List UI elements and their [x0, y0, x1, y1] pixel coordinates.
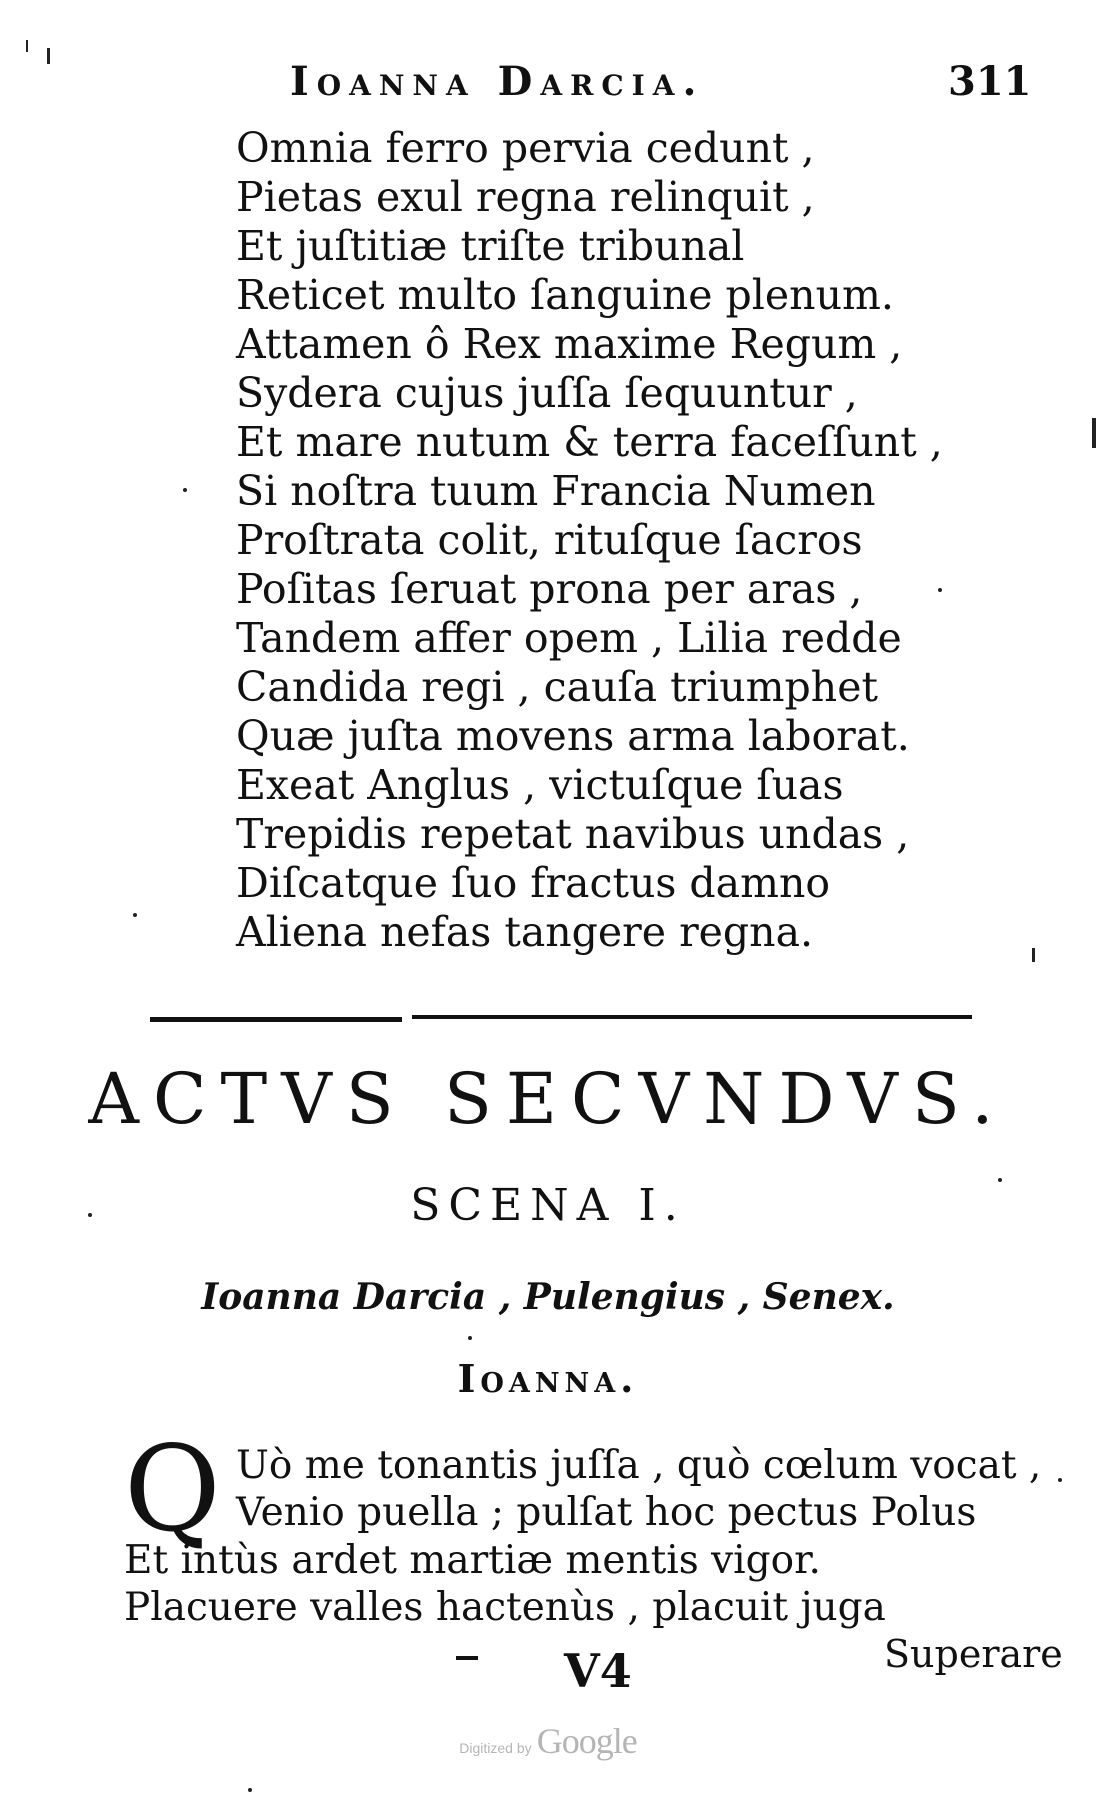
digitized-prefix: Digitized by [459, 1740, 532, 1756]
google-logo: Google [536, 1721, 637, 1761]
printer-dash [456, 1656, 478, 1660]
speech-line: Uò me tonantis juſſa , quò cœlum vocat , [236, 1443, 1042, 1488]
verse-line: Candida regi , cauſa triumphet [236, 663, 878, 711]
digitized-watermark [0, 1720, 1096, 1762]
speech-line: Venio puella ; pulſat hoc pectus Polus [236, 1490, 977, 1535]
verse-line: Diſcatque ſuo fractus damno [236, 859, 831, 907]
verse-line: Omnia ferro pervia cedunt , [236, 124, 815, 172]
verse-line: Trepidis repetat navibus undas , [236, 810, 910, 858]
drop-cap: Q [124, 1420, 221, 1558]
verse-line: Pietas exul regna relinquit , [236, 173, 815, 221]
speaker-name: Ioanna. [457, 1356, 639, 1401]
verse-line: Aliena nefas tangere regna. [236, 908, 814, 956]
verse-line: Et juſtitiæ triſte tribunal [236, 222, 745, 270]
verse-line: Exeat Anglus , victuſque ſuas [236, 761, 844, 809]
dramatis-personae: Ioanna Darcia , Pulengius , Senex. [201, 1276, 895, 1318]
verse-block [236, 124, 943, 957]
verse-line: Poſitas ſeruat prona per aras , [236, 565, 863, 613]
running-title: Ioanna Darcia. [290, 58, 705, 105]
page-number: 311 [948, 58, 1032, 105]
signature-mark: V4 [564, 1644, 632, 1698]
scene-title: SCENA I. [410, 1180, 686, 1231]
act-title: ACTVS SECVNDVS. [88, 1058, 1008, 1140]
verse-line: Attamen ô Rex maxime Regum , [236, 320, 903, 368]
verse-line: Quæ juſta movens arma laborat. [236, 712, 910, 760]
speech-line: Et intùs ardet martiæ mentis vigor. [124, 1538, 821, 1583]
verse-line: Si noſtra tuum Francia Numen [236, 467, 876, 515]
verse-line: Tandem affer opem , Lilia redde [236, 614, 902, 662]
verse-line: Sydera cujus juſſa ſequuntur , [236, 369, 858, 417]
verse-line: Proſtrata colit, rituſque ſacros [236, 516, 863, 564]
section-divider-rule [150, 1014, 972, 1024]
catchword: Superare [884, 1632, 1063, 1676]
verse-line: Et mare nutum & terra faceſſunt , [236, 418, 943, 466]
speech-line: Placuere valles hactenùs , placuit juga [124, 1585, 886, 1630]
verse-line: Reticet multo ſanguine plenum. [236, 271, 894, 319]
